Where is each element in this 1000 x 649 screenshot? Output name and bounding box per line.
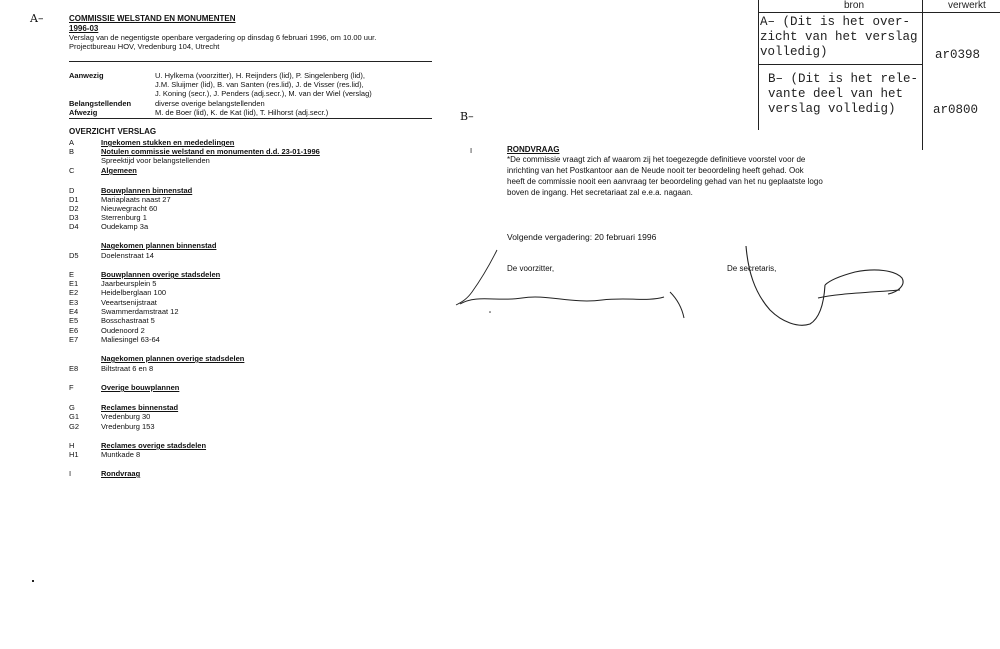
meeting-location: Projectbureau HOV, Vredenburg 104, Utrecht: [69, 42, 220, 51]
next-meeting: Volgende vergadering: 20 februari 1996: [507, 232, 657, 242]
header-processed: verwerkt: [948, 0, 986, 11]
overview-section-heading: Reclames binnenstad: [101, 403, 179, 412]
overview-item-code: G: [69, 403, 75, 412]
overview-item-code: F: [69, 383, 74, 392]
attendance-label-interested: Belangstellenden: [69, 99, 132, 108]
page-marker-b: B–: [460, 110, 474, 123]
page-marker-a: A–: [30, 12, 44, 25]
overview-item-text: Nieuwegracht 60: [101, 204, 158, 213]
body-line-4: boven de ingang. Het secretariaat zal e.e.a. nagaan.: [507, 188, 693, 197]
overview-section-heading: Algemeen: [101, 166, 137, 175]
overview-item-code: E5: [69, 316, 79, 325]
source-table: [758, 0, 1000, 152]
header-divider: [69, 61, 432, 62]
overview-item-code: G1: [69, 412, 80, 421]
overview-item-text: Spreektijd voor belangstellenden: [101, 156, 210, 165]
attendance-label-present: Aanwezig: [69, 71, 104, 80]
source-row-a: A– (Dit is het over- zicht van het verslag volledig): [760, 15, 918, 59]
overview-item-code: E: [69, 270, 75, 279]
document-number: 1996-03: [69, 24, 99, 33]
overview-item-code: G2: [69, 422, 80, 431]
chair-signature: [452, 242, 692, 322]
overview-item-text: Biltstraat 6 en 8: [101, 364, 154, 373]
overview-section-heading: Notulen commissie welstand en monumenten d.d. 23-01-1996: [101, 147, 320, 156]
secretary-label: De secretaris,: [727, 264, 777, 273]
overview-item-text: Swammerdamstraat 12: [101, 307, 179, 316]
overview-item-code: D2: [69, 204, 79, 213]
overview-section-heading: Bouwplannen overige stadsdelen: [101, 270, 221, 279]
overview-item-code: D: [69, 186, 75, 195]
body-line-3: heeft de commissie nooit een aanvraag ter beoordeling gehad van het nu geplaatste logo: [507, 177, 823, 186]
stray-mark: [32, 580, 34, 582]
overview-item-code: A: [69, 138, 75, 147]
table-left-border: [758, 0, 759, 130]
overview-section-heading: Nagekomen plannen overige stadsdelen: [101, 354, 245, 363]
processed-row-a: ar0398: [935, 48, 981, 62]
overview-item-code: D5: [69, 251, 79, 260]
overview-item-text: Doelenstraat 14: [101, 251, 154, 260]
attendance-label-absent: Afwezig: [69, 108, 98, 117]
chair-label: De voorzitter,: [507, 264, 555, 273]
overview-item-code: E4: [69, 307, 79, 316]
source-row-b: B– (Dit is het rele- vante deel van het verslag volledig): [768, 72, 919, 116]
overview-section-heading: Overige bouwplannen: [101, 383, 180, 392]
overview-item-text: Jaarbeursplein 5: [101, 279, 157, 288]
overview-item-text: Vredenburg 30: [101, 412, 151, 421]
attendance-interested-line: diverse overige belangstellenden: [155, 99, 265, 108]
overview-item-text: Bosschastraat 5: [101, 316, 155, 325]
overview-item-code: E6: [69, 326, 79, 335]
document-title: COMMISSIE WELSTAND EN MONUMENTEN: [69, 14, 236, 23]
overview-item-text: Muntkade 8: [101, 450, 141, 459]
attendance-present-line-1: U. Hylkema (voorzitter), H. Reijnders (lid), P. Singelenberg (lid),: [155, 71, 365, 80]
overview-section-heading: Rondvraag: [101, 469, 141, 478]
overview-item-code: E2: [69, 288, 79, 297]
processed-row-b: ar0800: [933, 103, 979, 117]
secretary-signature: [740, 240, 915, 335]
overview-item-text: Oudekamp 3a: [101, 222, 149, 231]
overview-item-code: B: [69, 147, 75, 156]
overview-item-code: E1: [69, 279, 79, 288]
overview-item-text: Oudenoord 2: [101, 326, 145, 335]
table-column-divider: [922, 0, 923, 150]
header-source: bron: [844, 0, 865, 11]
section-heading: RONDVRAAG: [507, 145, 560, 154]
overview-item-code: H1: [69, 450, 79, 459]
overview-section-heading: Bouwplannen binnenstad: [101, 186, 193, 195]
overview-item-code: H: [69, 441, 75, 450]
overview-item-code: E8: [69, 364, 79, 373]
item-code: I: [470, 146, 473, 155]
overview-section-heading: Reclames overige stadsdelen: [101, 441, 207, 450]
table-row-divider: [758, 64, 922, 65]
attendance-present-line-2: J.M. Sluijmer (lid), B. van Santen (res.lid), J. de Visser (res.lid),: [155, 80, 364, 89]
overview-item-text: Heidelberglaan 100: [101, 288, 167, 297]
overview-item-code: C: [69, 166, 75, 175]
overview-item-text: Veeartsenijstraat: [101, 298, 157, 307]
overview-item-text: Vredenburg 153: [101, 422, 155, 431]
overview-section-heading: Nagekomen plannen binnenstad: [101, 241, 217, 250]
overview-heading: OVERZICHT VERSLAG: [69, 127, 157, 136]
overview-item-text: Maliesingel 63-64: [101, 335, 160, 344]
overview-section-heading: Ingekomen stukken en mededelingen: [101, 138, 235, 147]
attendance-absent-line: M. de Boer (lid), K. de Kat (lid), T. Hilhorst (adj.secr.): [155, 108, 329, 117]
overview-item-code: I: [69, 469, 72, 478]
overview-item-code: D1: [69, 195, 79, 204]
overview-item-code: D4: [69, 222, 79, 231]
document-subtitle: Verslag van de negentigste openbare vergadering op dinsdag 6 februari 1996, om 10.00 uur.: [69, 33, 377, 42]
table-header-line: [758, 12, 1000, 13]
overview-item-code: E7: [69, 335, 79, 344]
overview-item-code: D3: [69, 213, 79, 222]
attendance-divider: [69, 118, 432, 119]
body-line-2: inrichting van het Postkantoor aan de Neude nooit ter beoordeling heeft gehad. Ook: [507, 166, 804, 175]
overview-item-text: Mariaplaats naast 27: [101, 195, 171, 204]
attendance-present-line-3: J. Koning (secr.), J. Penders (adj.secr.), M. van der Wiel (verslag): [155, 89, 372, 98]
overview-item-text: Sterrenburg 1: [101, 213, 147, 222]
overview-item-code: E3: [69, 298, 79, 307]
body-line-1: *De commissie vraagt zich af waarom zij het toegezegde definitieve voorstel voor de: [507, 155, 806, 164]
